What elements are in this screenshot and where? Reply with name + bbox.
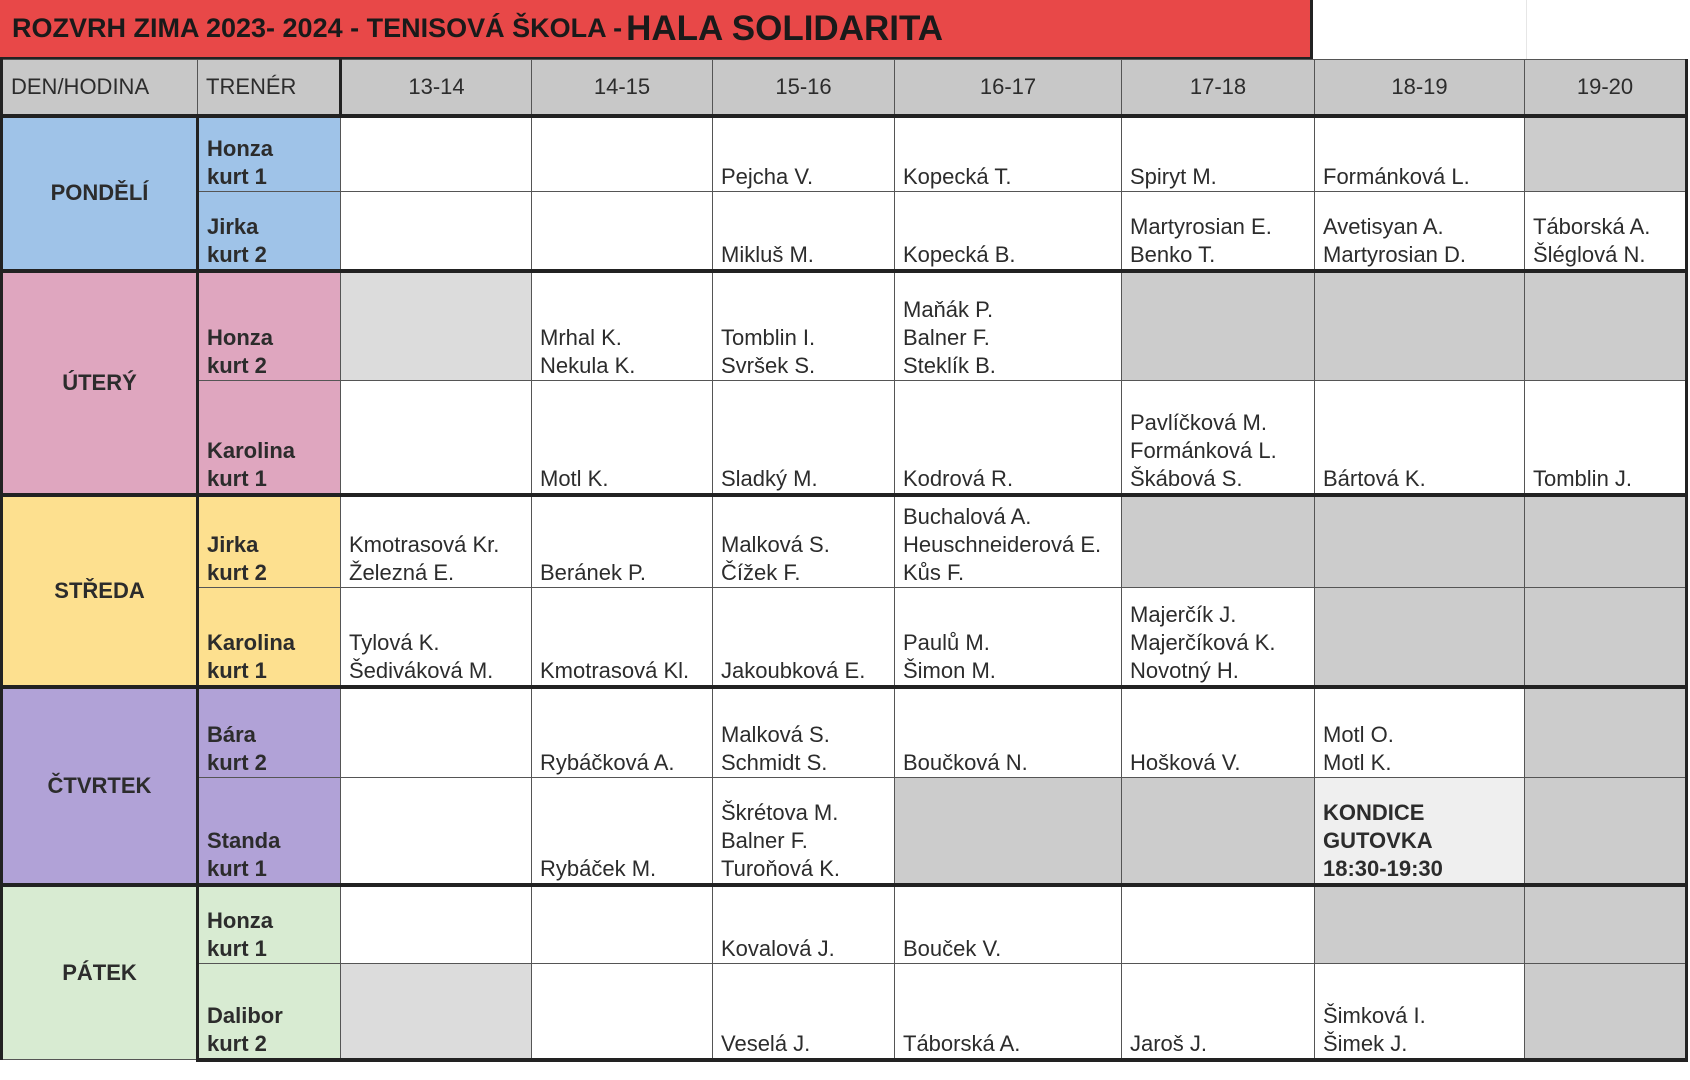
slot-cell [1525, 192, 1687, 271]
slot-cell [1122, 964, 1315, 1060]
student-name: Majerčíková K. [1130, 629, 1276, 655]
slot-cell [1122, 116, 1315, 192]
student-name: Bouček V. [903, 936, 1002, 961]
student-name: Kmotrasová Kr. [349, 532, 500, 557]
slot-cell [341, 687, 532, 778]
slot-cell [1525, 778, 1687, 885]
coach-name: Bára [207, 722, 256, 747]
slot-cell [1315, 588, 1525, 687]
slot-cell [532, 588, 713, 687]
student-name: Bártová K. [1323, 465, 1426, 491]
student-name: Šimon M. [903, 657, 996, 683]
slot-cell [1315, 885, 1525, 964]
student-name: Maňák P. [903, 297, 994, 322]
header-row [2, 60, 1687, 116]
title-main: ROZVRH ZIMA 2023- 2024 - TENISOVÁ ŠKOLA - [12, 13, 623, 43]
student-name: Veselá J. [721, 1030, 811, 1056]
schedule-table [0, 59, 1688, 1062]
student-name: Svršek S. [721, 353, 816, 378]
student-name: Beránek P. [540, 560, 647, 585]
student-name: Motl K. [1323, 750, 1392, 775]
court-label: kurt 1 [207, 855, 267, 881]
coach-name: Dalibor [207, 1002, 283, 1028]
slot-cell [895, 495, 1122, 588]
slot-cell [1315, 381, 1525, 495]
coach-name: Karolina [207, 629, 296, 655]
slot-cell [1315, 964, 1525, 1060]
header-slot: 16-17 [895, 60, 1122, 116]
court-label: kurt 1 [207, 465, 267, 491]
slot-cell [895, 687, 1122, 778]
schedule-row [2, 192, 1687, 271]
student-name: Spiryt M. [1130, 164, 1217, 189]
coach-court-cell [198, 588, 341, 687]
student-name: Táborská A. [1533, 213, 1651, 239]
student-name: Steklík B. [903, 353, 996, 378]
schedule-row [2, 778, 1687, 885]
slot-cell [341, 964, 532, 1060]
student-name: Kopecká T. [903, 164, 1012, 189]
student-name: Kopecká B. [903, 241, 1016, 267]
slot-cell [1315, 495, 1525, 588]
student-name: Tylová K. [349, 629, 440, 655]
schedule-row [2, 116, 1687, 192]
schedule-row [2, 271, 1687, 381]
student-name: Motl O. [1323, 722, 1394, 747]
student-name: Čížek F. [721, 560, 801, 585]
student-name: Balner F. [721, 827, 808, 853]
schedule-row [2, 495, 1687, 588]
court-label: kurt 2 [207, 1030, 267, 1056]
slot-cell [341, 495, 532, 588]
header-slot: 17-18 [1122, 60, 1315, 116]
header-slot: 14-15 [532, 60, 713, 116]
header-coach: TRENÉR [198, 60, 341, 116]
slot-cell [532, 495, 713, 588]
student-name: Pavlíčková M. [1130, 409, 1267, 435]
student-name: Mikluš M. [721, 241, 814, 267]
coach-court-cell [198, 885, 341, 964]
student-name: Balner F. [903, 325, 990, 350]
coach-court-cell [198, 778, 341, 885]
student-name: Nekula K. [540, 353, 636, 378]
slot-cell [713, 964, 895, 1060]
slot-cell [713, 778, 895, 885]
schedule-row [2, 588, 1687, 687]
slot-cell [713, 381, 895, 495]
student-name: Paulů M. [903, 629, 990, 655]
slot-cell [1525, 495, 1687, 588]
coach-court-cell [198, 116, 341, 192]
day-label: PÁTEK [2, 885, 198, 1060]
slot-cell [532, 687, 713, 778]
court-label: kurt 1 [207, 164, 267, 189]
slot-cell [1315, 116, 1525, 192]
header-slot: 18-19 [1315, 60, 1525, 116]
slot-cell [1525, 588, 1687, 687]
coach-name: Standa [207, 827, 281, 853]
student-name: Pejcha V. [721, 164, 814, 189]
coach-name: Honza [207, 136, 273, 161]
court-label: kurt 1 [207, 936, 267, 961]
student-name: Tomblin I. [721, 325, 816, 350]
slot-cell [895, 271, 1122, 381]
slot-cell [895, 192, 1122, 271]
student-name: Schmidt S. [721, 750, 828, 775]
student-name: Martyrosian D. [1323, 241, 1467, 267]
slot-cell [341, 116, 532, 192]
slot-cell [895, 778, 1122, 885]
student-name: Martyrosian E. [1130, 213, 1272, 239]
student-name: Rybáček M. [540, 855, 657, 881]
kondice-text: 18:30-19:30 [1323, 855, 1443, 881]
student-name: Rybáčková A. [540, 750, 675, 775]
slot-cell [532, 192, 713, 271]
student-name: Novotný H. [1130, 657, 1239, 683]
student-name: Motl K. [540, 465, 609, 491]
slot-cell [1315, 271, 1525, 381]
court-label: kurt 2 [207, 750, 267, 775]
slot-cell [1525, 381, 1687, 495]
court-label: kurt 2 [207, 353, 267, 378]
slot-cell [1122, 271, 1315, 381]
coach-name: Jirka [207, 213, 259, 239]
slot-cell [341, 271, 532, 381]
coach-name: Jirka [207, 532, 259, 557]
spreadsheet-gridlines [1313, 0, 1690, 59]
slot-cell [532, 778, 713, 885]
student-name: Majerčík J. [1130, 601, 1237, 627]
student-name: Heuschneiderová E. [903, 532, 1102, 557]
slot-cell [713, 271, 895, 381]
title-venue: HALA SOLIDARITA [626, 8, 944, 48]
schedule-row [2, 381, 1687, 495]
student-name: Šimková I. [1323, 1002, 1426, 1028]
coach-court-cell [198, 687, 341, 778]
slot-cell [532, 964, 713, 1060]
student-name: Jaroš J. [1130, 1030, 1208, 1056]
student-name: Tomblin J. [1533, 465, 1633, 491]
student-name: Kovalová J. [721, 936, 835, 961]
coach-name: Honza [207, 908, 273, 933]
student-name: Mrhal K. [540, 325, 622, 350]
kondice-text: KONDICE [1323, 799, 1425, 825]
slot-cell [341, 885, 532, 964]
student-name: Boučková N. [903, 750, 1028, 775]
slot-cell [1525, 271, 1687, 381]
slot-cell [532, 381, 713, 495]
student-name: Šléglová N. [1533, 241, 1646, 267]
slot-cell [1122, 588, 1315, 687]
coach-court-cell [198, 271, 341, 381]
student-name: Kůs F. [903, 560, 965, 585]
coach-court-cell [198, 964, 341, 1060]
schedule-row [2, 687, 1687, 778]
slot-cell [713, 588, 895, 687]
slot-cell [1122, 687, 1315, 778]
day-label: STŘEDA [2, 495, 198, 687]
slot-cell [341, 381, 532, 495]
slot-cell [1525, 116, 1687, 192]
slot-cell [895, 964, 1122, 1060]
student-name: Avetisyan A. [1323, 213, 1444, 239]
slot-cell [1122, 778, 1315, 885]
student-name: Šediváková M. [349, 657, 494, 683]
student-name: Malková S. [721, 722, 830, 747]
slot-cell [713, 192, 895, 271]
slot-cell [713, 495, 895, 588]
header-slot: 13-14 [341, 60, 532, 116]
court-label: kurt 1 [207, 657, 267, 683]
slot-cell [1525, 964, 1687, 1060]
schedule-row [2, 885, 1687, 964]
slot-cell [1525, 687, 1687, 778]
slot-cell [341, 192, 532, 271]
slot-cell [895, 116, 1122, 192]
student-name: Buchalová A. [903, 504, 1032, 529]
header-slot: 19-20 [1525, 60, 1687, 116]
student-name: Kodrová R. [903, 465, 1014, 491]
slot-cell [1315, 687, 1525, 778]
slot-cell [341, 778, 532, 885]
slot-cell [1315, 192, 1525, 271]
slot-cell [532, 271, 713, 381]
header-slot: 15-16 [713, 60, 895, 116]
student-name: Turoňová K. [721, 855, 841, 881]
schedule-title-banner [0, 0, 1313, 59]
day-label: ÚTERÝ [2, 271, 198, 495]
coach-court-cell [198, 495, 341, 588]
student-name: Táborská A. [903, 1030, 1021, 1056]
slot-cell [1122, 495, 1315, 588]
student-name: Jakoubková E. [721, 657, 866, 683]
day-label: ČTVRTEK [2, 687, 198, 885]
student-name: Malková S. [721, 532, 830, 557]
coach-name: Honza [207, 325, 273, 350]
coach-court-cell [198, 192, 341, 271]
slot-cell [895, 588, 1122, 687]
student-name: Benko T. [1130, 241, 1216, 267]
day-label: PONDĚLÍ [2, 116, 198, 271]
slot-cell [341, 588, 532, 687]
student-name: Železná E. [349, 560, 455, 585]
slot-cell [1525, 885, 1687, 964]
slot-cell [895, 885, 1122, 964]
header-day-hour: DEN/HODINA [2, 60, 198, 116]
slot-cell [532, 885, 713, 964]
slot-cell [1122, 885, 1315, 964]
coach-name: Karolina [207, 437, 296, 463]
student-name: Šimek J. [1323, 1030, 1408, 1056]
slot-cell [1122, 192, 1315, 271]
student-name: Formánková L. [1130, 437, 1277, 463]
slot-cell [713, 116, 895, 192]
kondice-text: GUTOVKA [1323, 827, 1433, 853]
court-label: kurt 2 [207, 560, 267, 585]
student-name: Kmotrasová Kl. [540, 657, 690, 683]
slot-cell [895, 381, 1122, 495]
student-name: Formánková L. [1323, 164, 1470, 189]
slot-cell [713, 687, 895, 778]
slot-cell [713, 885, 895, 964]
slot-cell [1122, 381, 1315, 495]
student-name: Škábová S. [1130, 465, 1243, 491]
schedule-row [2, 964, 1687, 1060]
student-name: Sladký M. [721, 465, 818, 491]
student-name: Škrétova M. [721, 799, 839, 825]
court-label: kurt 2 [207, 241, 267, 267]
student-name: Hošková V. [1130, 750, 1241, 775]
coach-court-cell [198, 381, 341, 495]
slot-cell [1315, 778, 1525, 885]
slot-cell [532, 116, 713, 192]
